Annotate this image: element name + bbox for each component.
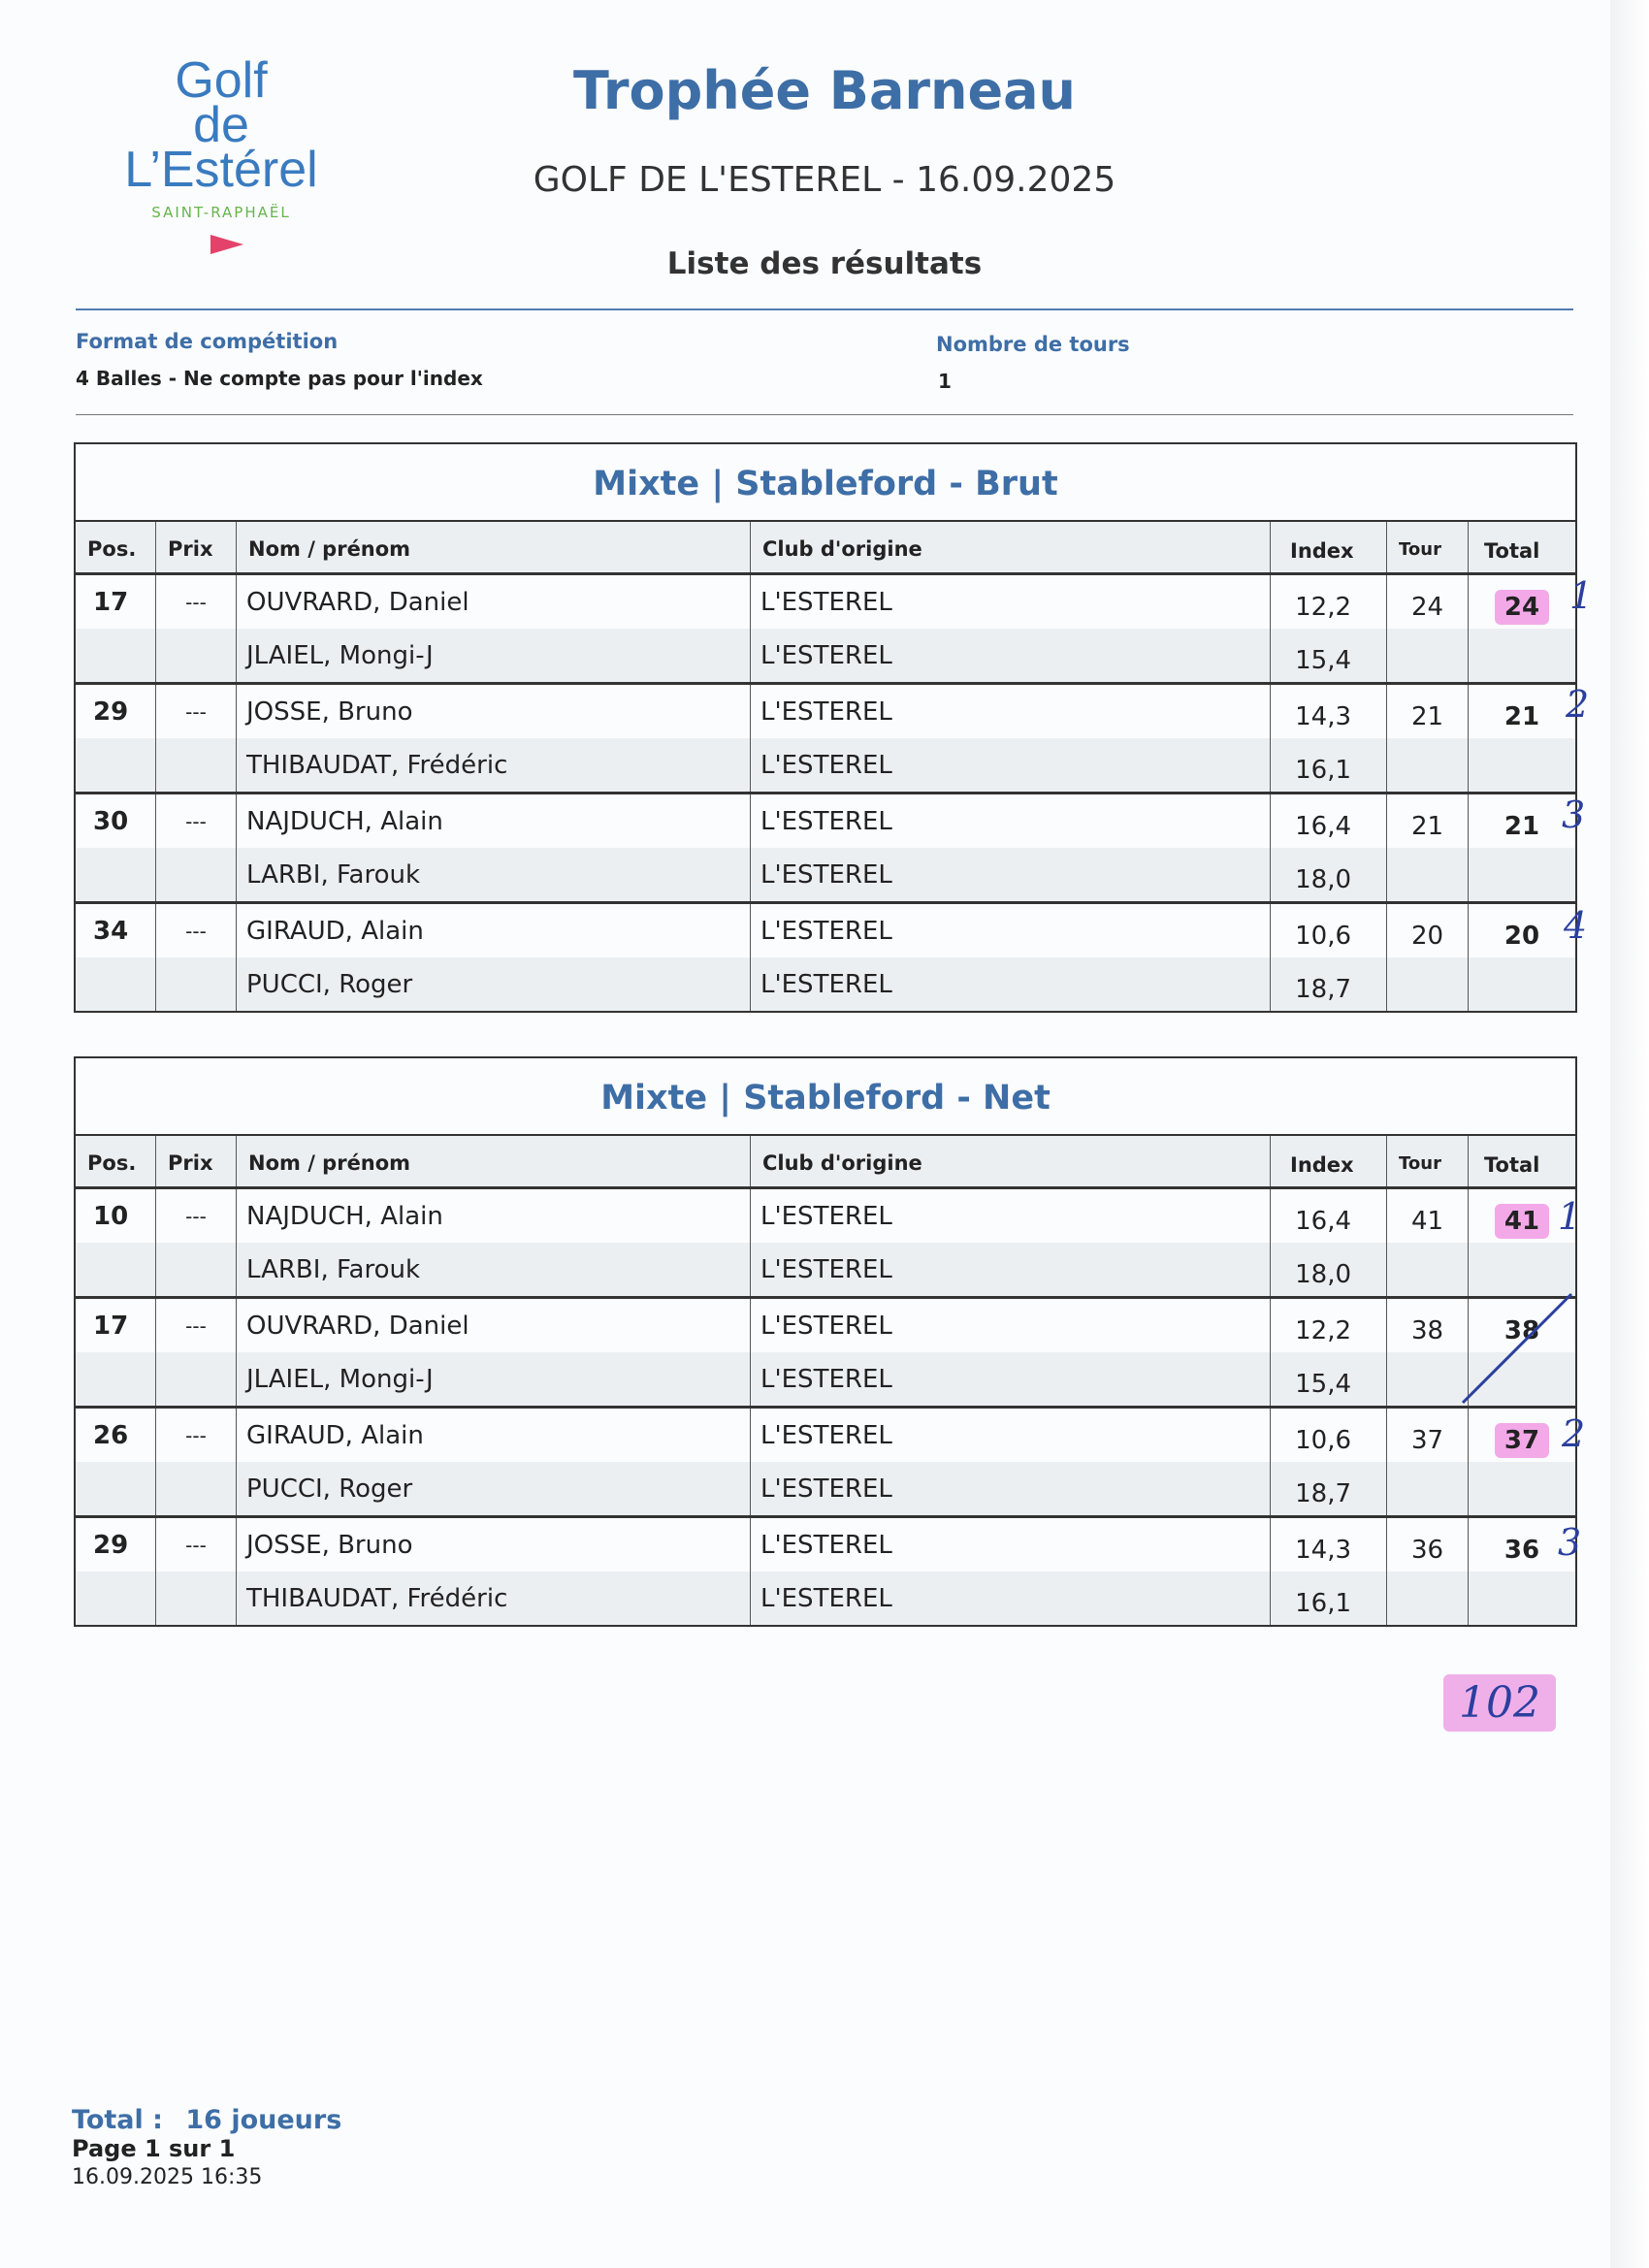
table-row [76,1518,1575,1571]
player-name: JOSSE, Bruno [237,685,751,738]
col-club: Club d'origine [751,522,1271,572]
total-cell [1469,1409,1575,1462]
table-row [76,1571,1575,1625]
scan-edge [1610,0,1649,2268]
table-row [76,848,1575,901]
player-name: NAJDUCH, Alain [237,794,751,848]
highlighted-total: 41 [1495,1204,1549,1239]
table-row [76,1189,1575,1243]
club-cell: L'ESTEREL [751,685,1271,738]
result-group [76,1189,1575,1299]
club-cell: L'ESTEREL [751,848,1271,901]
player-name: GIRAUD, Alain [237,904,751,957]
prix-cell: --- [156,685,237,738]
table-body [76,1189,1575,1625]
col-prix: Prix [156,522,237,572]
pos-cell: 10 [76,1189,156,1243]
col-name: Nom / prénom [237,1136,751,1186]
pos-cell: 17 [76,1299,156,1352]
list-title: Liste des résultats [666,246,983,281]
player-name: JLAIEL, Mongi-J [237,1352,751,1406]
player-name: PUCCI, Roger [237,1462,751,1515]
index-cell: 10,6 [1271,904,1387,957]
index-cell: 16,4 [1271,794,1387,848]
prix-cell [156,1462,237,1515]
col-index: Index [1271,1136,1387,1186]
table-body [76,575,1575,1011]
total-cell [1469,957,1575,1011]
col-pos: Pos. [76,1136,156,1186]
footer-printed-date: 16.09.2025 16:35 [72,2165,263,2189]
total-cell: 21 [1504,702,1540,731]
format-value: 4 Balles - Ne compte pas pour l'index [76,367,483,390]
strike-through-mark [1459,1290,1575,1407]
player-name: OUVRARD, Daniel [237,575,751,629]
tour-cell [1387,848,1469,901]
player-name: LARBI, Farouk [237,1243,751,1296]
handwritten-mark: 4 [1564,904,1588,947]
tour-cell [1387,1352,1469,1406]
pos-cell [76,848,156,901]
pos-cell [76,1243,156,1296]
footer-total-value: 16 joueurs [185,2105,342,2135]
results-section-brut [74,442,1577,1013]
result-group [76,575,1575,685]
pos-cell [76,1352,156,1406]
col-club: Club d'origine [751,1136,1271,1186]
tour-cell [1387,629,1469,682]
total-cell [1469,738,1575,792]
highlighted-total: 24 [1495,590,1549,625]
logo-line-2: de [193,97,249,153]
player-name: THIBAUDAT, Frédéric [237,1571,751,1625]
total-cell [1469,575,1575,629]
section-title: Mixte | Stableford - Brut [76,444,1575,522]
total-cell [1469,629,1575,682]
total-cell [1469,1243,1575,1296]
prix-cell [156,1243,237,1296]
index-cell: 18,0 [1271,1243,1387,1296]
handwritten-total: 102 [1443,1674,1556,1732]
club-cell: L'ESTEREL [751,738,1271,792]
prix-cell: --- [156,575,237,629]
handwritten-mark: 1 [1558,1195,1582,1238]
total-cell: 21 [1504,812,1540,841]
golf-logo [114,52,328,254]
player-name: GIRAUD, Alain [237,1409,751,1462]
tour-cell: 37 [1387,1409,1469,1462]
col-name: Nom / prénom [237,522,751,572]
prix-cell [156,848,237,901]
tour-cell [1387,1571,1469,1625]
club-cell: L'ESTEREL [751,1462,1271,1515]
handwritten-mark: 3 [1558,1521,1582,1564]
col-total: Total [1484,539,1540,563]
page-subtitle: GOLF DE L'ESTEREL - 16.09.2025 [533,160,1116,200]
footer-total-label: Total : [72,2105,163,2135]
tour-cell [1387,1243,1469,1296]
table-row [76,738,1575,792]
handwritten-mark: 2 [1566,683,1590,726]
flag-icon [210,235,243,254]
player-name: JLAIEL, Mongi-J [237,629,751,682]
table-row [76,629,1575,682]
index-cell: 10,6 [1271,1409,1387,1462]
rounds-label: Nombre de tours [936,333,1130,356]
prix-cell: --- [156,1409,237,1462]
pos-cell [76,1571,156,1625]
table-header [76,522,1575,575]
result-group [76,1409,1575,1518]
tour-cell: 38 [1387,1299,1469,1352]
format-label: Format de compétition [76,330,339,353]
logo-line-3: L’Estérel [124,142,318,198]
club-cell: L'ESTEREL [751,1518,1271,1571]
index-cell: 12,2 [1271,1299,1387,1352]
col-index: Index [1271,522,1387,572]
tour-cell: 21 [1387,794,1469,848]
index-cell: 12,2 [1271,575,1387,629]
club-cell: L'ESTEREL [751,1299,1271,1352]
prix-cell: --- [156,794,237,848]
col-tour: Tour [1387,1136,1469,1186]
logo-location: SAINT-RAPHAËL [151,204,291,221]
result-group [76,904,1575,1011]
tour-cell [1387,1462,1469,1515]
pos-cell: 26 [76,1409,156,1462]
prix-cell [156,1571,237,1625]
index-cell: 18,7 [1271,1462,1387,1515]
table-row [76,1409,1575,1462]
tour-cell [1387,957,1469,1011]
pos-cell: 17 [76,575,156,629]
table-row [76,1299,1575,1352]
footer-page: Page 1 sur 1 [72,2135,236,2162]
handwritten-mark: 3 [1562,794,1586,836]
tour-cell: 41 [1387,1189,1469,1243]
pos-cell: 29 [76,685,156,738]
club-cell: L'ESTEREL [751,1189,1271,1243]
player-name: PUCCI, Roger [237,957,751,1011]
col-total: Total [1484,1153,1540,1177]
table-row [76,1352,1575,1406]
prix-cell: --- [156,1189,237,1243]
prix-cell [156,1352,237,1406]
page-title: Trophée Barneau [573,60,1076,121]
index-cell: 15,4 [1271,629,1387,682]
result-group [76,685,1575,794]
index-cell: 15,4 [1271,1352,1387,1406]
total-cell [1469,1571,1575,1625]
section-title: Mixte | Stableford - Net [76,1058,1575,1136]
table-row [76,685,1575,738]
club-cell: L'ESTEREL [751,575,1271,629]
player-name: NAJDUCH, Alain [237,1189,751,1243]
col-tour: Tour [1387,522,1469,572]
pos-cell: 30 [76,794,156,848]
pos-cell [76,1462,156,1515]
meta-divider [76,414,1573,415]
player-name: OUVRARD, Daniel [237,1299,751,1352]
table-row [76,575,1575,629]
club-cell: L'ESTEREL [751,957,1271,1011]
table-header [76,1136,1575,1189]
player-name: LARBI, Farouk [237,848,751,901]
table-row [76,1462,1575,1515]
club-cell: L'ESTEREL [751,629,1271,682]
club-cell: L'ESTEREL [751,1409,1271,1462]
index-cell: 18,7 [1271,957,1387,1011]
header-divider [76,308,1573,310]
pos-cell: 34 [76,904,156,957]
prix-cell [156,738,237,792]
index-cell: 16,1 [1271,1571,1387,1625]
total-cell [1469,848,1575,901]
handwritten-mark: 1 [1569,574,1594,617]
club-cell: L'ESTEREL [751,794,1271,848]
total-cell [1469,1462,1575,1515]
player-name: THIBAUDAT, Frédéric [237,738,751,792]
prix-cell: --- [156,1518,237,1571]
prix-cell [156,957,237,1011]
col-pos: Pos. [76,522,156,572]
club-cell: L'ESTEREL [751,1243,1271,1296]
result-group [76,1518,1575,1625]
index-cell: 14,3 [1271,1518,1387,1571]
prix-cell [156,629,237,682]
total-cell: 20 [1504,922,1540,951]
footer-total [72,2105,341,2135]
table-row [76,794,1575,848]
tour-cell [1387,738,1469,792]
pos-cell [76,738,156,792]
player-name: JOSSE, Bruno [237,1518,751,1571]
index-cell: 16,1 [1271,738,1387,792]
result-group [76,794,1575,904]
result-group [76,1299,1575,1409]
index-cell: 16,4 [1271,1189,1387,1243]
index-cell: 14,3 [1271,685,1387,738]
pos-cell: 29 [76,1518,156,1571]
pos-cell [76,629,156,682]
tour-cell: 21 [1387,685,1469,738]
tour-cell: 24 [1387,575,1469,629]
total-cell: 38 [1504,1316,1540,1345]
prix-cell: --- [156,1299,237,1352]
tour-cell: 20 [1387,904,1469,957]
table-row [76,957,1575,1011]
table-row [76,1243,1575,1296]
logo-line-1: Golf [175,52,268,109]
pos-cell [76,957,156,1011]
rounds-value: 1 [938,370,952,393]
club-cell: L'ESTEREL [751,1352,1271,1406]
highlighted-total: 37 [1495,1423,1549,1458]
total-cell: 36 [1504,1536,1540,1565]
col-prix: Prix [156,1136,237,1186]
tour-cell: 36 [1387,1518,1469,1571]
index-cell: 18,0 [1271,848,1387,901]
handwritten-mark: 2 [1562,1412,1586,1455]
results-section-net [74,1056,1577,1627]
table-row [76,904,1575,957]
club-cell: L'ESTEREL [751,1571,1271,1625]
prix-cell: --- [156,904,237,957]
club-cell: L'ESTEREL [751,904,1271,957]
